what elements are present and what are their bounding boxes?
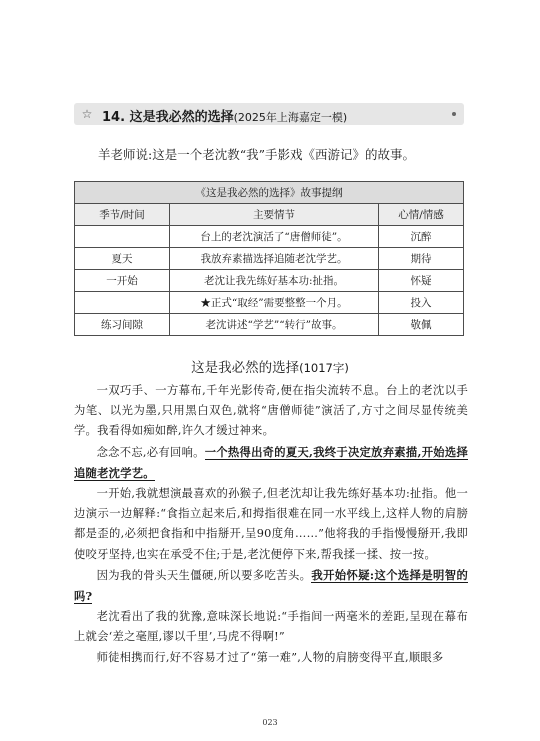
- section-title-text: 这是我必然的选择: [129, 110, 234, 125]
- table-header-mood: 心情/情感: [379, 204, 464, 226]
- section-source: (2025年上海嘉定一模): [233, 111, 348, 124]
- cell-mood: 怀疑: [379, 270, 464, 292]
- cell-season: [75, 292, 170, 314]
- paragraph-text: 因为我的骨头天生僵硬,所以要多吃苦头。: [96, 568, 312, 582]
- cell-season: 练习间隙: [75, 314, 170, 336]
- table-row: [75, 314, 464, 336]
- page-number: 023: [262, 718, 278, 727]
- table-row: [75, 226, 464, 248]
- paragraph-text: 师徒相携而行,好不容易才过了“第一难”,人物的肩膀变得平直,顺眼多: [96, 650, 444, 664]
- underlined-sentence: 我开始怀疑:这个选择是明智的吗?: [74, 567, 469, 604]
- section-title: [102, 106, 347, 125]
- cell-season: 夏天: [75, 248, 170, 270]
- word-count: (1017字): [299, 361, 349, 375]
- cell-plot: 台上的老沈演活了“唐僧师徒”。: [170, 226, 379, 248]
- story-outline-table: [74, 181, 464, 336]
- paragraph-text: 一双巧手、一方幕布,千年光影传奇,便在指尖流转不息。台上的老沈以手为笔、以光为墨,只用黑白双色,就将“唐僧师徒”演活了,方寸之间尽显传统美学。我看得如痴如醉,许久才缓过神来。: [74, 384, 468, 438]
- intro-text: 羊老师说:这是一个老沈教“我”手影戏《西游记》的故事。: [98, 147, 415, 162]
- cell-plot: 老沈让我先练好基本功:扯指。: [170, 270, 379, 292]
- dot-icon: [452, 112, 456, 116]
- table-row: [75, 292, 464, 314]
- essay-paragraph: [74, 565, 468, 607]
- cell-plot: 我放弃素描选择追随老沈学艺。: [170, 248, 379, 270]
- cell-season: [75, 226, 170, 248]
- essay-paragraph: [74, 381, 468, 442]
- essay-body: [74, 381, 468, 668]
- table-header-plot: 主要情节: [170, 204, 379, 226]
- cell-mood: 敬佩: [379, 314, 464, 336]
- essay-paragraph: [74, 442, 468, 484]
- essay-title-text: 这是我必然的选择: [191, 360, 300, 376]
- essay-paragraph: [74, 648, 468, 668]
- section-number: 14.: [102, 110, 126, 125]
- cell-mood: 沉醉: [379, 226, 464, 248]
- table-caption: 《这是我必然的选择》故事提纲: [75, 182, 464, 204]
- star-outline-icon: ☆: [81, 107, 93, 121]
- cell-mood: 期待: [379, 248, 464, 270]
- table-row: [75, 270, 464, 292]
- essay-paragraph: [74, 607, 468, 647]
- cell-mood: 投入: [379, 292, 464, 314]
- cell-plot: 老沈讲述“学艺”“转行”故事。: [170, 314, 379, 336]
- essay-title: [0, 356, 540, 376]
- paragraph-text: 一开始,我就想演最喜欢的孙猴子,但老沈却让我先练好基本功:扯指。他一边演示一边解释:“食指立起来后,和拇指很难在同一水平线上,这样人物的肩膀都是歪的,必须把食指和中指掰开,呈90度角……”他将我的手指慢慢掰开,我即使咬牙坚持,也实在承受不住;于是,老沈便停下来,帮我揉一揉、按一按。: [74, 487, 468, 561]
- cell-plot: ★正式“取经”需要整整一个月。: [170, 292, 379, 314]
- underlined-sentence: 一个热得出奇的夏天,我终于决定放弃素描,开始选择追随老沈学艺。: [74, 444, 468, 480]
- table-row: [75, 248, 464, 270]
- section-header: [74, 103, 464, 125]
- paragraph-text: 老沈看出了我的犹豫,意味深长地说:“手指间一两毫米的差距,呈现在幕布上就会‘差之毫厘,谬以千里’,马虎不得啊!”: [74, 610, 468, 644]
- essay-paragraph: [74, 484, 468, 565]
- cell-season: 一开始: [75, 270, 170, 292]
- paragraph-text: 念念不忘,必有回响。: [96, 445, 205, 459]
- table-header-season: 季节/时间: [75, 204, 170, 226]
